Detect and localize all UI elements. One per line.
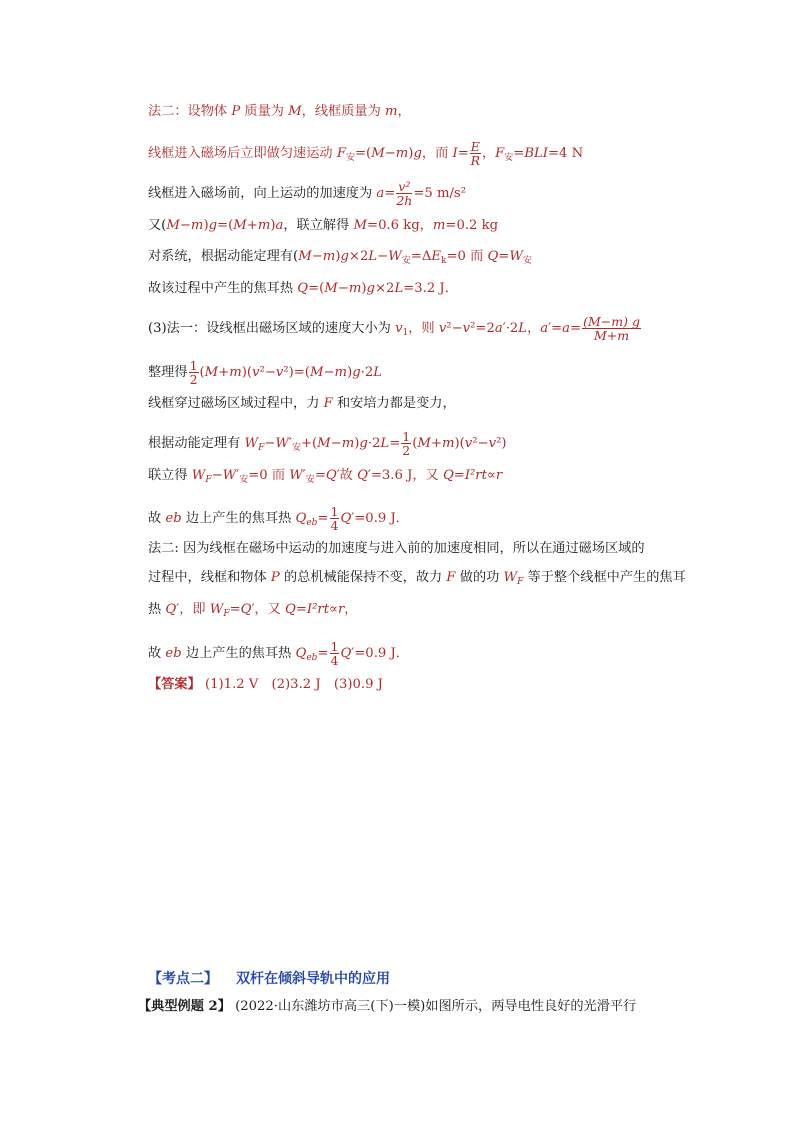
example-label: 【典型例题 2】 (138, 999, 231, 1014)
solution-line: 故 eb 边上产生的焦耳热 $Q_{eb}=$ $\frac{1}{4}$ Q′=0.9 J． (148, 639, 409, 668)
solution-line: 又(M−m)g=(M+m)a，联立解得 M=0.6 kg，m=0.2 kg (148, 218, 499, 233)
section-title: 双杆在倾斜导轨中的应用 (236, 971, 390, 987)
fraction: $\frac{(M-m) g}{M+m}$ (583, 314, 640, 343)
solution-line: 对系统，根据动能定理有$(M-m)g\times 2L-W_安=\Delta E_k=0$ 而 $Q=W_安$ (148, 249, 532, 266)
solution-line: 故 eb 边上产生的焦耳热 $Q_{eb}=$ $\frac{1}{4}$ Q′=0.9 J． (148, 504, 409, 533)
answer-text: (1)1.2 V (2)3.2 J (3)0.9 J (200, 677, 383, 692)
answer-label: 【答案】 (148, 677, 201, 692)
section-heading (148, 970, 390, 988)
solution-line: 线框进入磁场后立即做匀速运动 $F_安=(M-m)g$，而 I= $\frac{E}{R}$ ，$F_安=BLI=4$ N (148, 139, 584, 168)
solution-line: 法二：设物体 P 质量为 M，线框质量为 m， (148, 104, 411, 119)
paragraph-line: 过程中，线框和物体 P 的总机械能保持不变，故力 F 做的功 $W_F$ 等于整个线框中产生的焦耳 (148, 570, 686, 587)
solution-line: 故该过程中产生的焦耳热 Q=(M−m)g×2L=3.2 J． (148, 281, 458, 296)
solution-line: 联立得 $W_F-W'_安=0$ 而 $W'_安=Q'$故 Q′=3.6 J，又 Q=I²rt∝r (148, 468, 503, 485)
solution-line: 根据动能定理有 $W_F-W'_安+(M-m)g\cdot 2L=$ $\frac{1}{2}$ (M+m)(v²−v²) (148, 429, 507, 458)
fraction: $\frac{1}{2}$ (402, 429, 411, 458)
solution-line: 线框穿过磁场区域过程中，力 F 和安培力都是变力， (148, 396, 456, 411)
example-text: (2022·山东潍坊市高三(下)一模)如图所示，两导电性良好的光滑平行 (230, 999, 637, 1014)
section-label: 【考点二】 (148, 971, 218, 987)
fraction: $\frac{\text{v²}}{2h}$ (396, 179, 413, 208)
fraction: $\frac{E}{R}$ (470, 139, 481, 168)
solution-line: 线框进入磁场前，向上运动的加速度为 a= $\frac{\text{v²}}{2h}$ =5 m/s² (148, 179, 466, 208)
fraction: $\frac{1}{4}$ (330, 504, 339, 533)
paragraph-line: 法二: 因为线框在磁场中运动的加速度与进入前的加速度相同，所以在通过磁场区域的 (148, 541, 645, 556)
paragraph-line: 热 Q′，即 $W_F=Q'$，又 Q=I²rt∝r， (148, 602, 358, 619)
fraction: $\frac{1}{4}$ (330, 639, 339, 668)
fraction: $\frac{1}{2}$ (189, 358, 198, 387)
example-line (138, 998, 636, 1016)
solution-line: (3)法一：设线框出磁场区域的速度大小为 $v_1$，则 v²−v²=2a′·2L，a′=a= $\frac{(M-m) g}{M+m}$ (148, 314, 640, 343)
solution-line: 整理得 $\frac{1}{2}$ (M+m)(v²−v²)=(M−m)g·2L (148, 358, 383, 387)
answer-line (148, 676, 383, 694)
